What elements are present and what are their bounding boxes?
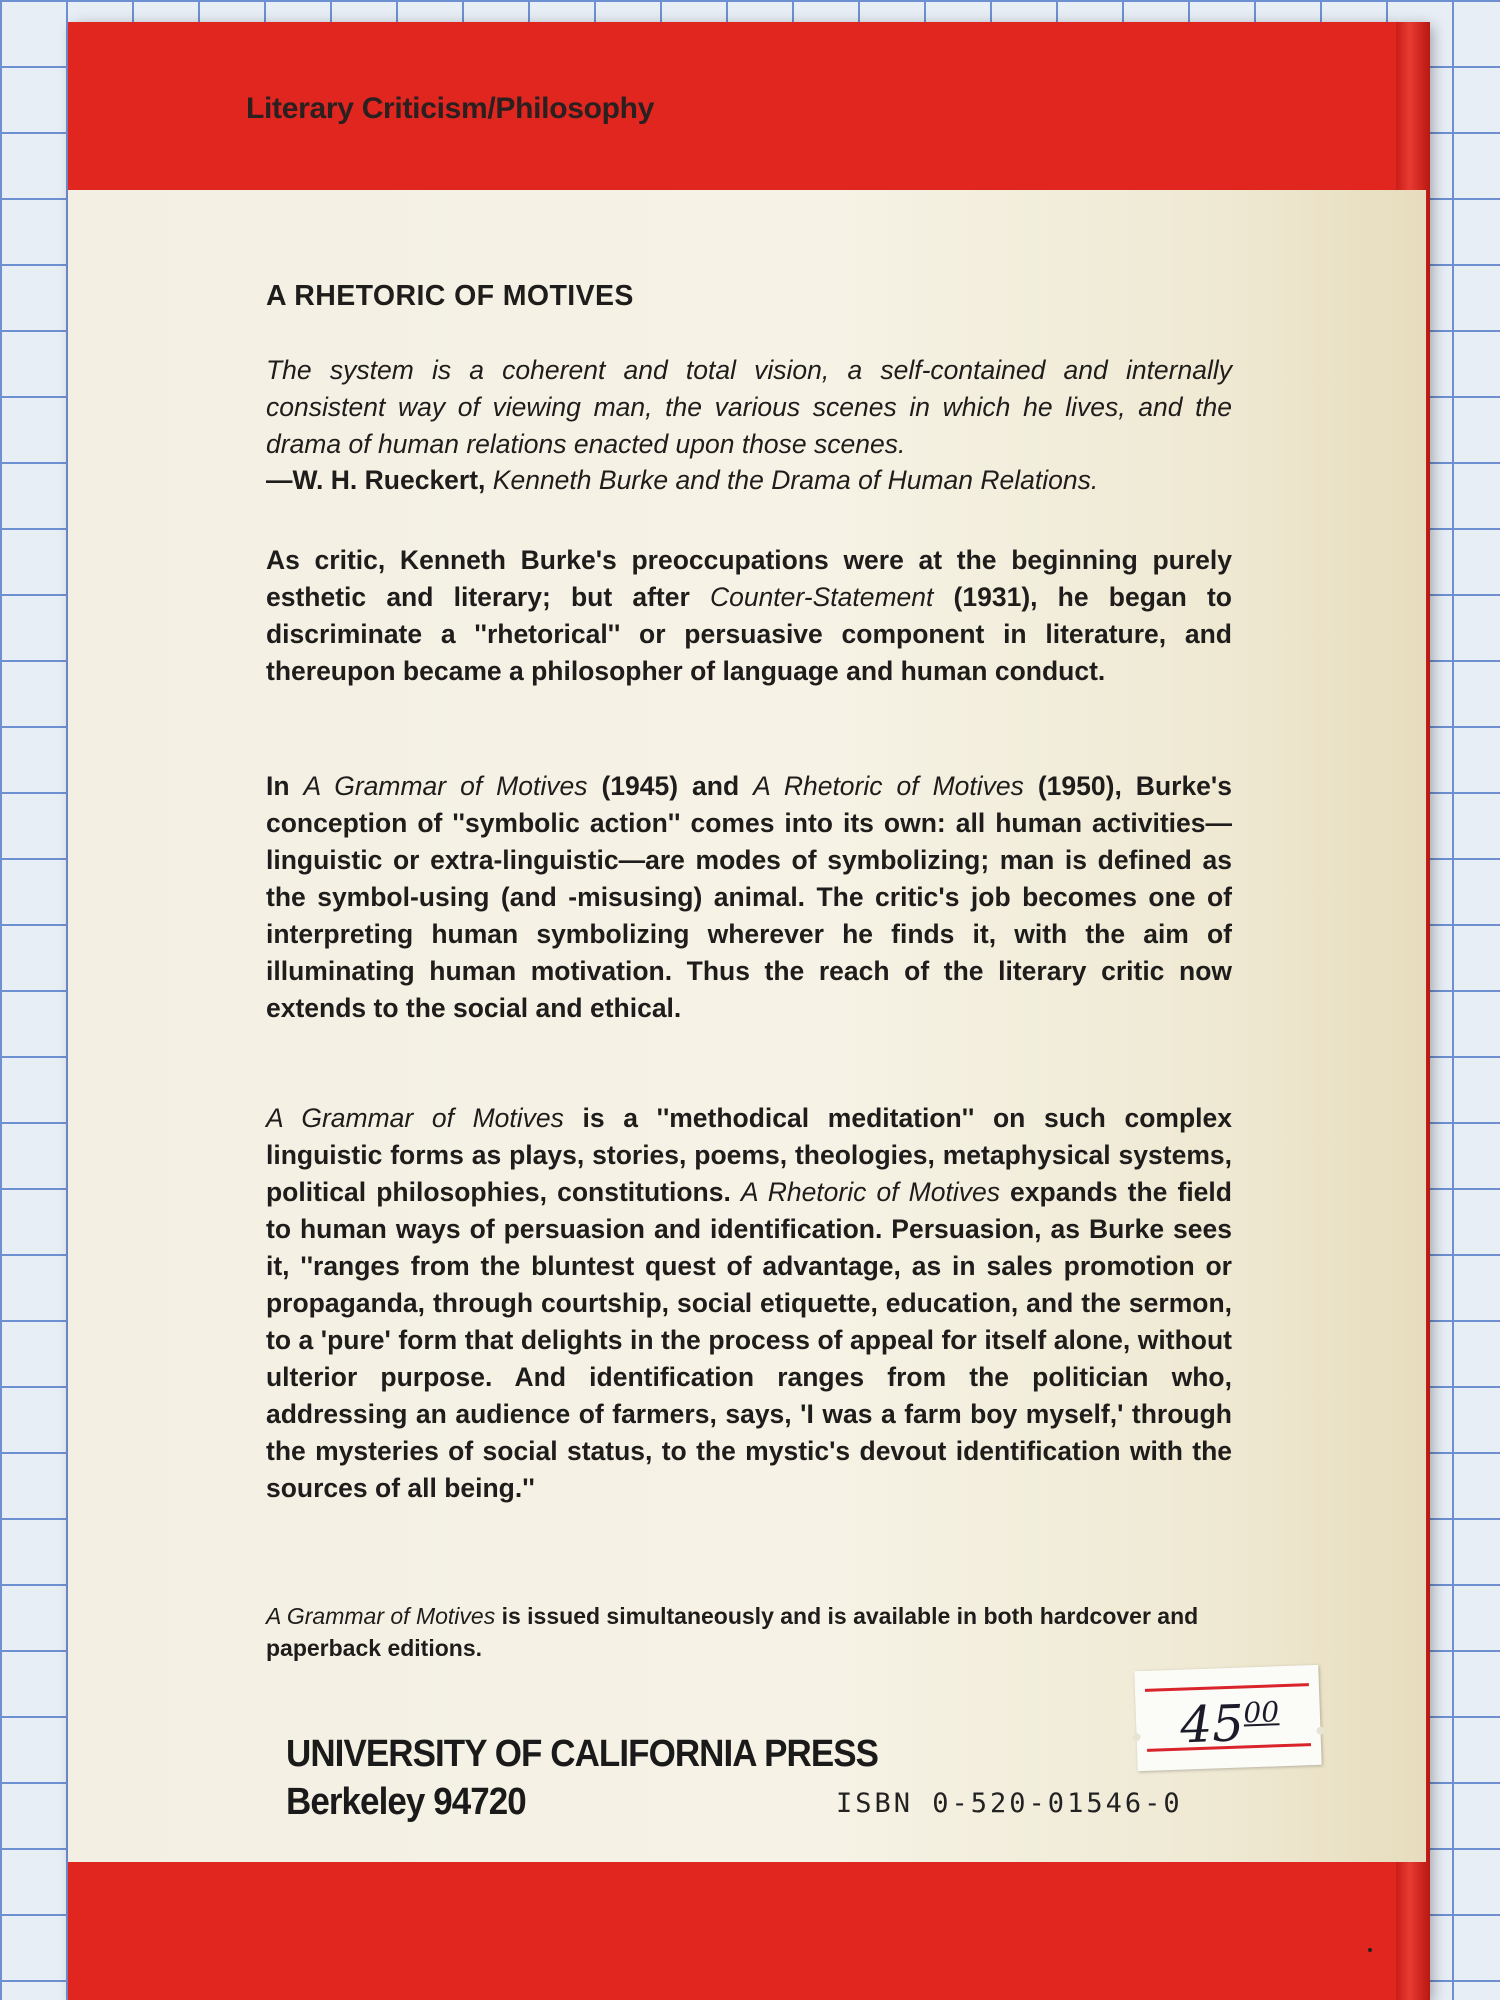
price-sticker	[1134, 1665, 1321, 1771]
isbn: ISBN 0-520-01546-0	[836, 1788, 1183, 1819]
quote-author: —W. H. Rueckert,	[266, 465, 486, 495]
handwritten-price	[1179, 1680, 1301, 1754]
category-label: Literary Criticism/Philosophy	[246, 92, 655, 125]
p3-text-a: is a ''methodical meditation'' on such complex linguistic forms as plays, stories, poems, theologies, metaphysical systems, political philosophies, constitutions.	[266, 1103, 1232, 1207]
p2-text-b: (1945) and	[601, 771, 740, 801]
quote-source: Kenneth Burke and the Drama of Human Relations.	[492, 465, 1099, 495]
edition-note	[266, 1600, 1232, 1664]
note-text: is issued simultaneously and is available in both hardcover and paperback editions.	[266, 1603, 1199, 1661]
sticker-notch-left	[1132, 1733, 1140, 1741]
p2-title-1: A Grammar of Motives	[303, 771, 588, 801]
price-dollars: 45	[1179, 1694, 1245, 1755]
price-cents: 00	[1242, 1695, 1280, 1730]
p2-text-a: In	[266, 771, 290, 801]
paragraph-3	[266, 1100, 1232, 1507]
p1-title: Counter-Statement	[709, 582, 934, 612]
sticker-notch-right	[1316, 1727, 1324, 1735]
publisher-name: UNIVERSITY OF CALIFORNIA PRESS	[286, 1733, 879, 1775]
note-title: A Grammar of Motives	[266, 1603, 496, 1629]
speck	[1368, 1948, 1372, 1952]
book-back-cover	[68, 22, 1426, 2000]
book-title: A RHETORIC OF MOTIVES	[266, 280, 634, 312]
epigraph-attribution	[266, 462, 1232, 499]
p3-text-b: expands the field to human ways of persuasion and identification. Persuasion, as Burke sees it, ''ranges from the bluntest quest of advantage, as in sales promotion or propaganda, through courtship, social etiquette, education, and the sermon, to a 'pure' form that delights in the process of appeal for itself alone, without ulterior purpose. And identification ranges from the politician who, addressing an audience of farmers, says, 'I was a farm boy myself,' through the mysteries of social status, to the mystic's devout identification with the sources of all being.''	[266, 1177, 1232, 1503]
p3-title-2: A Rhetoric of Motives	[740, 1177, 1000, 1207]
p3-title-1: A Grammar of Motives	[266, 1103, 564, 1133]
p1-text-a: As critic, Kenneth Burke's preoccupations were at the beginning purely esthetic and literary; but after	[266, 545, 1232, 612]
p2-text-c: (1950), Burke's conception of ''symbolic action'' comes into its own: all human activities—linguistic or extra-linguistic—are modes of symbolizing; man is defined as the symbol-using (and -misusing) animal. The critic's job becomes one of interpreting human symbolizing wherever he finds it, with the aim of illuminating human motivation. Thus the reach of the literary critic now extends to the social and ethical.	[266, 771, 1232, 1023]
cream-panel	[68, 190, 1426, 1862]
p1-text-b: (1931), he began to discriminate a ''rhetorical'' or persuasive component in literature, and thereupon became a philosopher of language and human conduct.	[266, 582, 1232, 686]
paragraph-2	[266, 768, 1232, 1027]
epigraph-quote: The system is a coherent and total vision, a self-contained and internally consistent way of viewing man, the various scenes in which he lives, and the drama of human relations enacted upon those scenes.	[266, 355, 1232, 459]
publisher-city: Berkeley 94720	[286, 1781, 526, 1823]
publisher-block	[286, 1730, 930, 1826]
paragraph-1	[266, 542, 1232, 690]
p2-title-2: A Rhetoric of Motives	[753, 771, 1024, 801]
